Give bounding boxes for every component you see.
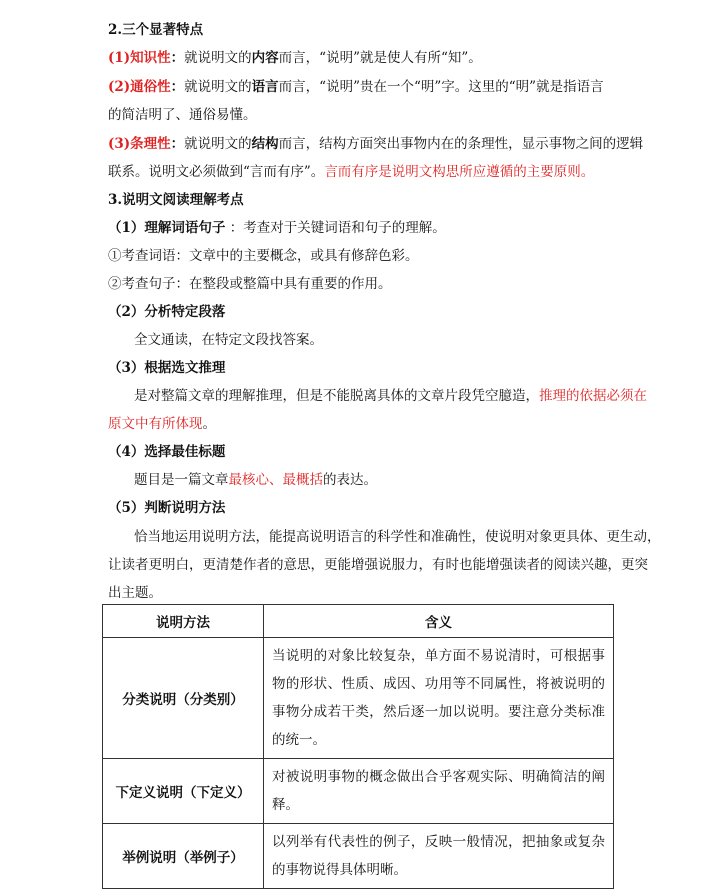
keyword: 内容 xyxy=(251,50,279,66)
point-2-title: （2）分析特定段落 xyxy=(108,304,226,320)
point-5-title: （5）判断说明方法 xyxy=(108,500,226,516)
feature-popular xyxy=(108,77,618,97)
point-5-line-1: 恰当地运用说明方法，能提高说明语言的科学性和准确性，使说明对象更具体、更生动， xyxy=(134,529,661,545)
highlight-text: 原文中有所体现 xyxy=(108,416,203,432)
point-4-body xyxy=(134,470,644,490)
point-2-body: 全文通读，在特定文段找答案。 xyxy=(134,332,323,348)
meaning-cell: 对被说明事物的概念做出合乎客观实际、明确简洁的阐释。 xyxy=(264,759,614,824)
text: 而言，“说明”贵在一个“明”字。这里的“明”就是指语言 xyxy=(278,79,604,95)
text: 的表达。 xyxy=(323,472,377,488)
feature-order-label: (3)条理性 xyxy=(108,136,171,152)
text: 就说明文的 xyxy=(184,136,252,152)
section-3-heading: 3.说明文阅读理解考点 xyxy=(108,192,244,208)
table-row xyxy=(103,638,614,759)
point-1-b: ②考查句子：在整段或整篇中具有重要的作用。 xyxy=(108,276,392,292)
colon: ： xyxy=(170,50,185,66)
keyword: 语言 xyxy=(251,79,279,95)
text: ：考查对于关键词语和句子的理解。 xyxy=(225,220,446,236)
text: 而言，“说明”就是使人有所“知”。 xyxy=(278,50,482,66)
text: 就说明文的 xyxy=(184,79,252,95)
text: 就说明文的 xyxy=(184,50,252,66)
highlight-text: 最核心、最概括 xyxy=(228,472,323,488)
section-2-heading: 2.三个显著特点 xyxy=(108,22,204,38)
keyword: 结构 xyxy=(251,136,279,152)
text: 是对整篇文章的理解推理，但是不能脱离具体的文章片段凭空臆造， xyxy=(134,388,539,404)
text: 而言，结构方面突出事物内在的条理性，显示事物之间的逻辑 xyxy=(278,136,644,152)
feature-order-cont xyxy=(108,162,618,182)
highlight-text: 言而有序是说明文构思所应遵循的主要原则。 xyxy=(324,164,595,180)
feature-popular-label: (2)通俗性 xyxy=(108,79,171,95)
table-row xyxy=(103,759,614,824)
highlight-text: 推理的依据必须在 xyxy=(539,388,647,404)
text: 联系。说明文必须做到“言而有序”。 xyxy=(108,164,325,180)
point-3-body-cont xyxy=(108,414,618,434)
point-1-a: ①考查词语：文章中的主要概念，或具有修辞色彩。 xyxy=(108,248,419,264)
point-3-body xyxy=(134,386,647,406)
feature-knowledge xyxy=(108,48,618,68)
meaning-cell: 当说明的对象比较复杂，单方面不易说清时，可根据事物的形状、性质、成因、功用等不同属性，将被说明的事物分成若干类，然后逐一加以说明。要注意分类标准的统一。 xyxy=(264,638,614,759)
meaning-cell: 以列举有代表性的例子，反映一般情况，把抽象或复杂的事物说得具体明晰。 xyxy=(264,824,614,889)
point-5-line-2: 让读者更明白，更清楚作者的意思，更能增强说服力，有时也能增强读者的阅读兴趣，更突 xyxy=(108,557,648,573)
feature-knowledge-label: (1)知识性 xyxy=(108,50,171,66)
method-cell: 下定义说明（下定义） xyxy=(103,759,264,824)
methods-table xyxy=(102,604,614,889)
method-cell: 分类说明（分类别） xyxy=(103,638,264,759)
point-3-title: （3）根据选文推理 xyxy=(108,360,226,376)
method-cell: 举例说明（举例子） xyxy=(103,824,264,889)
point-title: （1）理解词语句子 xyxy=(108,220,226,236)
feature-popular-cont: 的简洁明了、通俗易懂。 xyxy=(108,107,257,123)
point-5-line-3: 出主题。 xyxy=(108,585,162,601)
point-4-title: （4）选择最佳标题 xyxy=(108,444,226,460)
table-header-row xyxy=(103,605,614,638)
header-method: 说明方法 xyxy=(103,605,264,638)
text: 题目是一篇文章 xyxy=(134,472,229,488)
text: 。 xyxy=(202,416,216,432)
feature-order xyxy=(108,134,644,154)
colon: ： xyxy=(170,136,185,152)
header-meaning: 含义 xyxy=(264,605,614,638)
table-row xyxy=(103,824,614,889)
point-1 xyxy=(108,218,618,238)
colon: ： xyxy=(170,79,185,95)
